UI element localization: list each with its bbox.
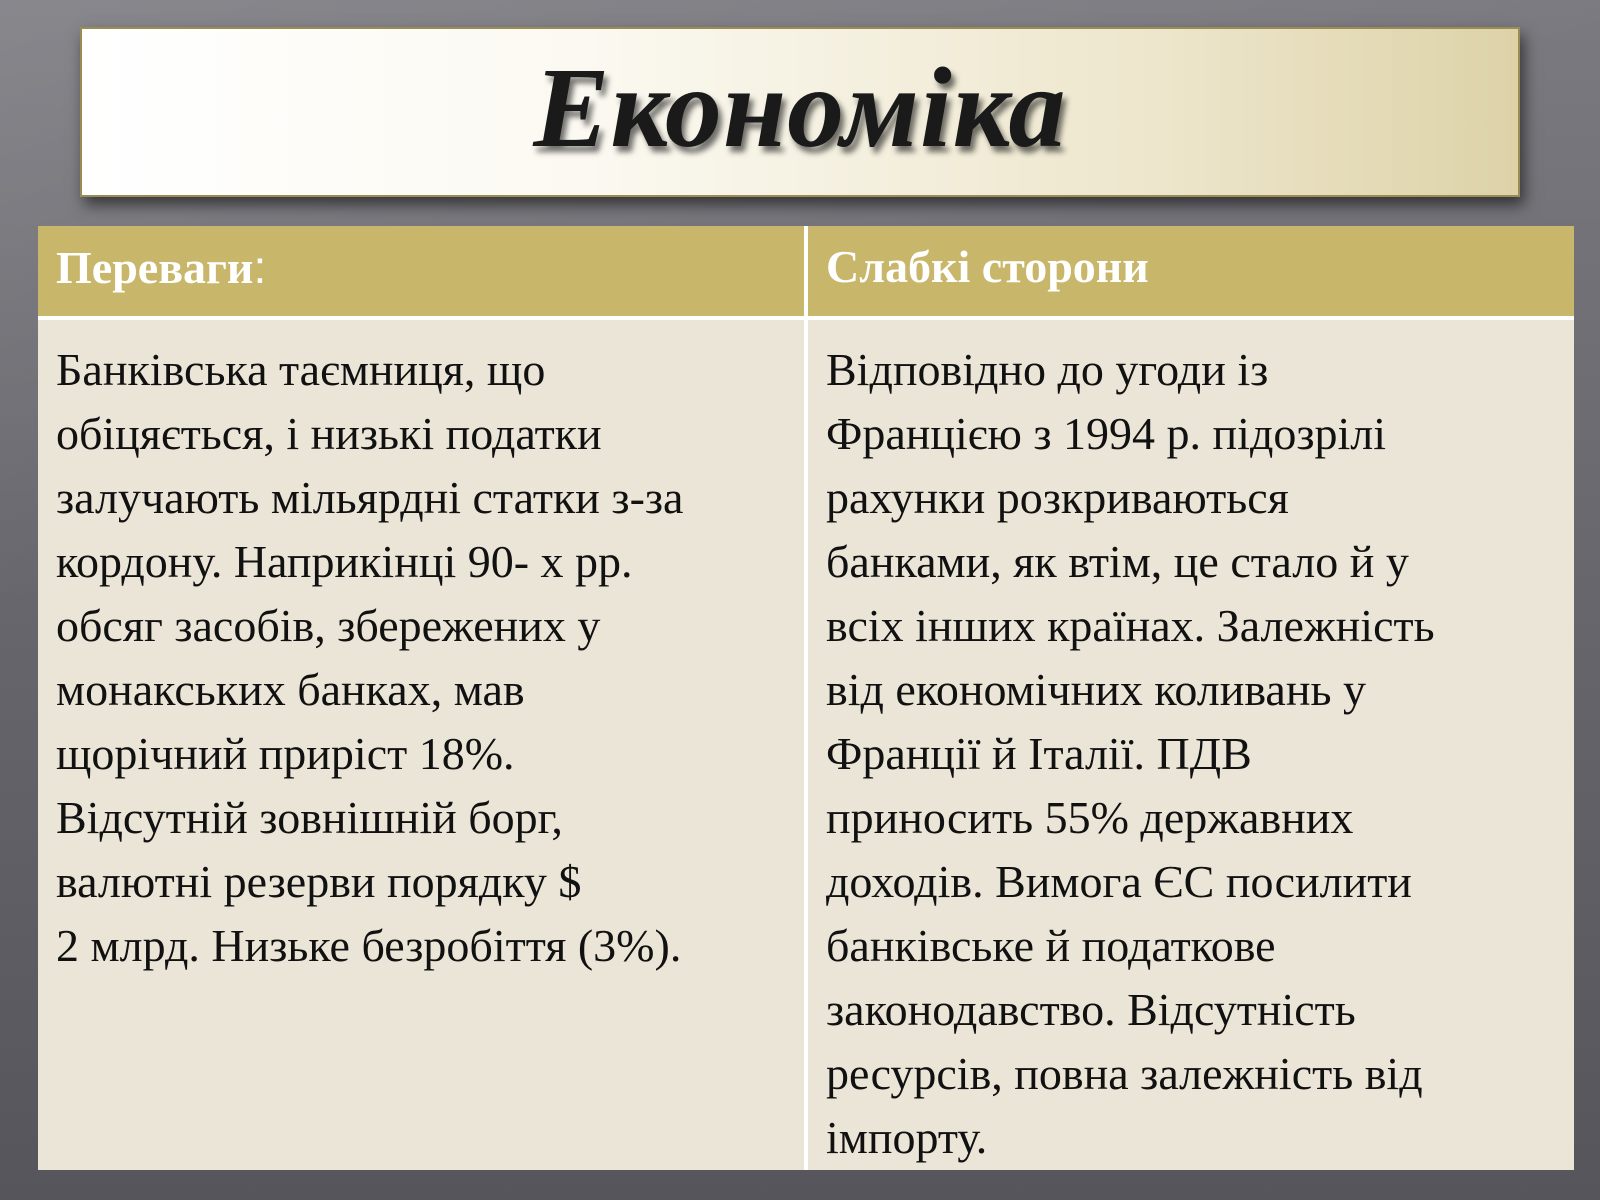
header-advantages [38,226,804,316]
weaknesses-line: Францією з 1994 р. підозрілі [826,408,1387,459]
weaknesses-line: всіх інших країнах. Залежність [826,600,1435,651]
advantages-cell [38,320,804,1170]
slide-title: Економіка [533,44,1067,171]
weaknesses-line: від економічних коливань у [826,664,1366,715]
weaknesses-line: банками, як втім, це стало й у [826,536,1409,587]
header-advantages-label: Переваги [56,242,254,293]
advantages-line: обіцяється, і низькі податки [56,408,602,459]
advantages-line: валютні резерви порядку $ [56,856,582,907]
header-weaknesses-label: Слабкі сторони [826,241,1149,292]
weaknesses-line: імпорту. [826,1112,988,1163]
advantages-line: залучають мільярдні статки з-за [56,472,684,523]
weaknesses-line: банківське й податкове [826,920,1276,971]
advantages-line: Відсутній зовнішній борг, [56,792,563,843]
title-banner [80,27,1520,197]
advantages-line: Банківська таємниця, що [56,344,546,395]
weaknesses-line: доходів. Вимога ЄС посилити [826,856,1412,907]
header-weaknesses [808,226,1574,316]
comparison-table [38,226,1574,1170]
weaknesses-line: Франції й Італії. ПДВ [826,728,1252,779]
advantages-line: 2 млрд. Низьке безробіття (3%). [56,920,682,971]
advantages-line: кордону. Наприкінці 90- х рр. [56,536,633,587]
advantages-line: монакських банках, мав [56,664,525,715]
advantages-line: щорічний приріст 18%. [56,728,515,779]
weaknesses-line: Відповідно до угоди із [826,344,1269,395]
weaknesses-cell [808,320,1574,1170]
weaknesses-line: законодавство. Відсутність [826,984,1356,1035]
weaknesses-line: ресурсів, повна залежність від [826,1048,1423,1099]
weaknesses-line: рахунки розкриваються [826,472,1289,523]
header-advantages-colon: : [253,241,267,293]
weaknesses-line: приносить 55% державних [826,792,1354,843]
advantages-line: обсяг засобів, збережених у [56,600,601,651]
